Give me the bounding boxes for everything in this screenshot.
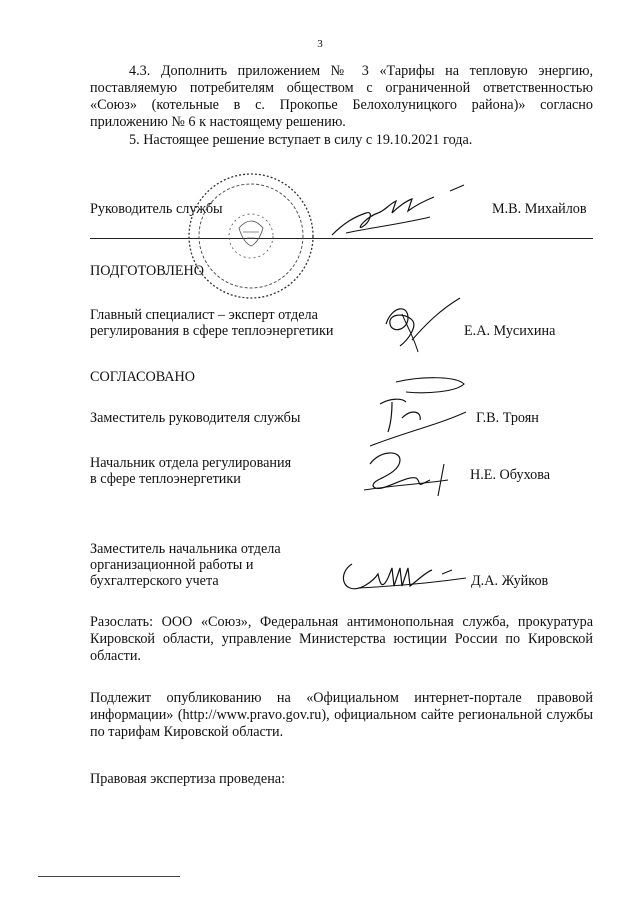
head-signature: [326, 183, 476, 245]
agreed-person2-position-line2: в сфере теплоэнергетики: [90, 471, 241, 487]
head-position: Руководитель службы: [90, 201, 223, 217]
agreed-person1-position: Заместитель руководителя службы: [90, 410, 301, 426]
agreed-person3-signature: [338, 560, 470, 596]
official-seal: [183, 168, 319, 309]
prepared-signature: [378, 294, 468, 358]
head-name: М.В. Михайлов: [492, 201, 587, 217]
agreed-person1-name: Г.В. Троян: [476, 410, 539, 426]
agreed-person3-position-line3: бухгалтерского учета: [90, 573, 219, 589]
clause-5: 5. Настоящее решение вступает в силу с 19.10.2021 года.: [129, 132, 473, 148]
agreed-person2-position-line1: Начальник отдела регулирования: [90, 455, 292, 471]
agreed-person2-name: Н.Е. Обухова: [470, 467, 551, 483]
agreed-person3-name: Д.А. Жуйков: [471, 573, 549, 589]
clause-4-3: 4.3. Дополнить приложением № 3 «Тарифы на тепловую энергию, поставляемую потребителям обществом с ограниченной ответственностью «Союз» (котельные в с. Прокопье Белохолуницкого района)» согласно приложению № 6 к настоящему решению.: [90, 63, 593, 130]
prepared-name: Е.А. Мусихина: [464, 323, 556, 339]
distribution-list: Разослать: ООО «Союз», Федеральная антимонопольная служба, прокуратура Кировской области, управление Министерства юстиции России по Кировской области.: [90, 614, 593, 664]
footnote-line: [38, 876, 180, 877]
publication-note: Подлежит опубликованию на «Официальном интернет-портале правовой информации» (http://www.pravo.gov.ru), официальном сайте региональной службы по тарифам Кировской области.: [90, 690, 593, 740]
agreed-person3-position-line1: Заместитель начальника отдела: [90, 541, 281, 557]
prepared-heading: ПОДГОТОВЛЕНО: [90, 263, 204, 279]
prepared-position-line1: Главный специалист – эксперт отдела: [90, 307, 318, 323]
agreed-heading: СОГЛАСОВАНО: [90, 369, 196, 385]
prepared-position-line2: регулирования в сфере теплоэнергетики: [90, 323, 334, 339]
agreed-person1-signature: [366, 372, 470, 454]
agreed-person2-signature: [360, 446, 460, 502]
page-number: 3: [317, 38, 323, 50]
agreed-person3-position-line2: организационной работы и: [90, 557, 254, 573]
legal-review-label: Правовая экспертиза проведена:: [90, 771, 286, 787]
